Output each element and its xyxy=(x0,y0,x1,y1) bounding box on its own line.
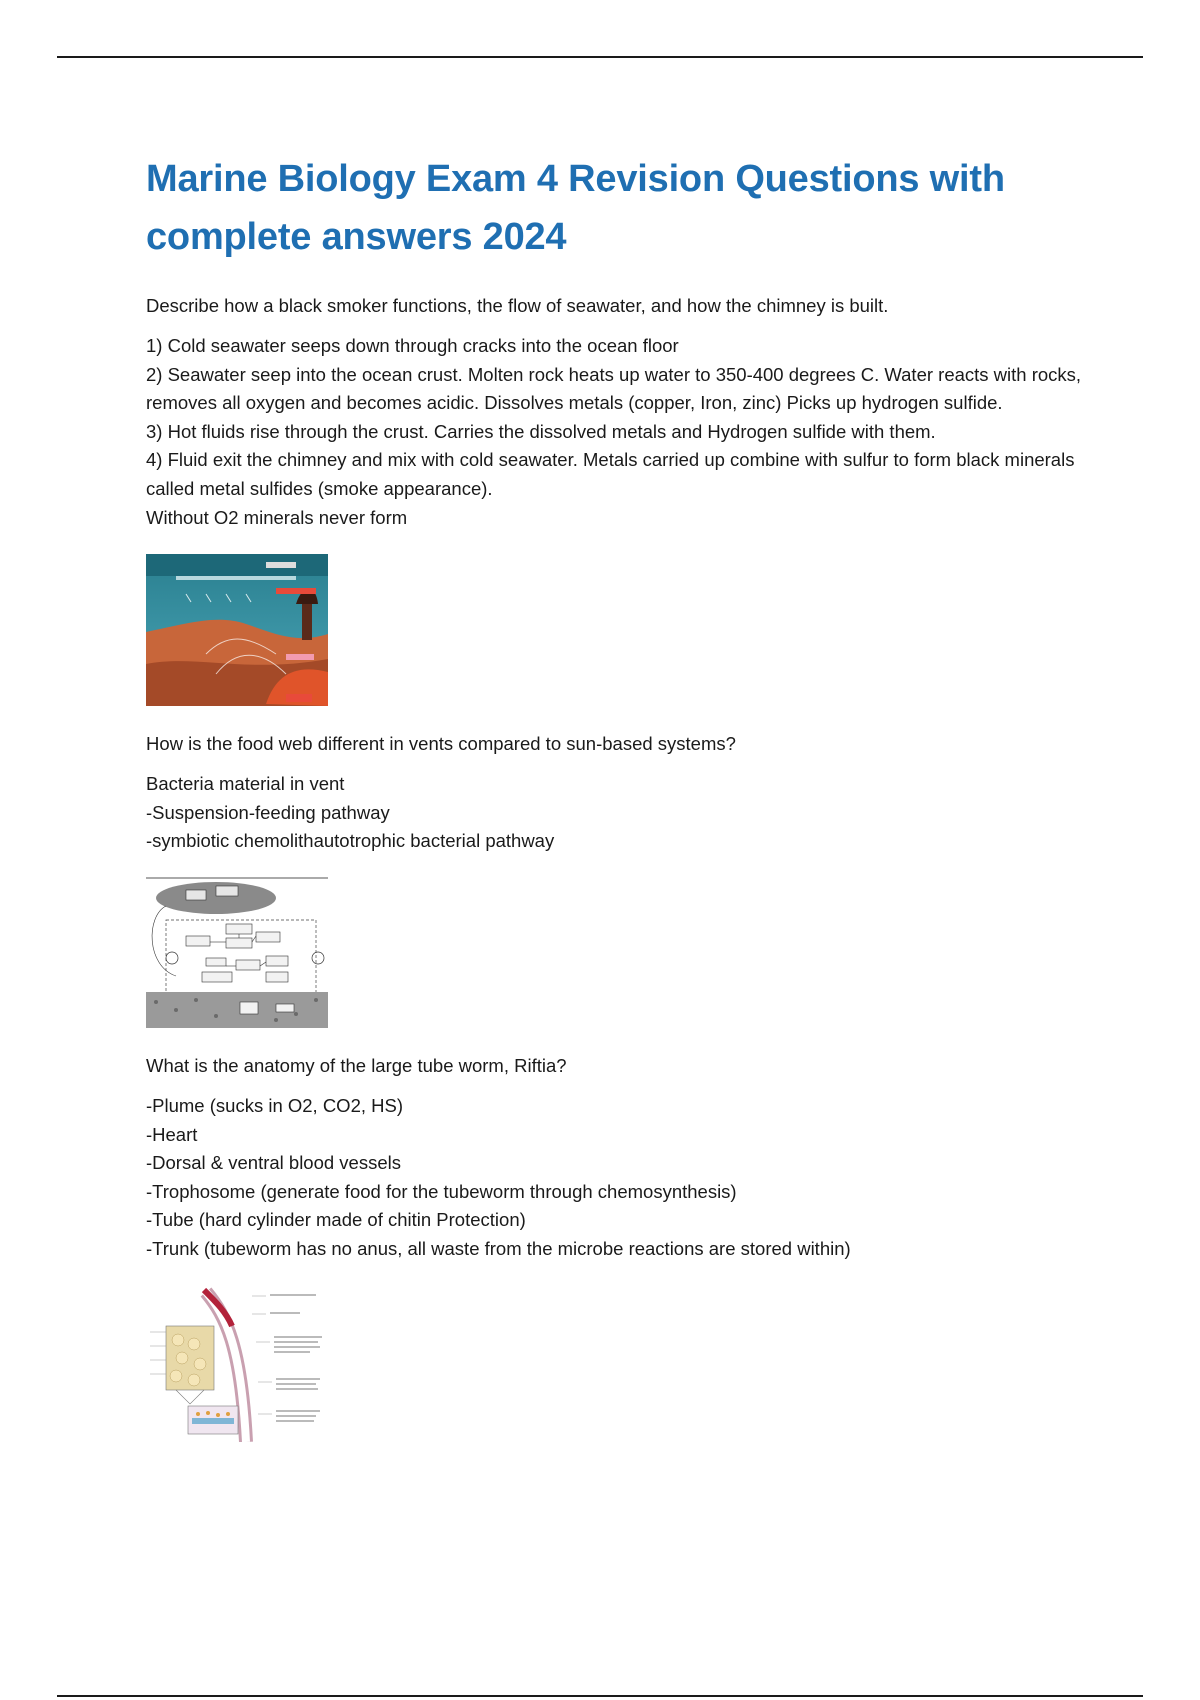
answer-1 xyxy=(146,332,1086,532)
answer-line: Bacteria material in vent xyxy=(146,773,345,795)
answer-line: 4) Fluid exit the chimney and mix with cold seawater. Metals carried up combine with sulfur to form black minerals called metal sulfides (smoke appearance). xyxy=(146,449,1075,499)
bottom-rule xyxy=(57,1695,1143,1697)
black-smoker-diagram-image xyxy=(146,554,328,706)
answer-line: -Trunk (tubeworm has no anus, all waste from the microbe reactions are stored within) xyxy=(146,1237,851,1259)
answer-line: 2) Seawater seep into the ocean crust. Molten rock heats up water to 350-400 degrees C. Water reacts with rocks, removes all oxygen and becomes acidic. Dissolves metals (copper, Iron, zinc) Picks up hydrogen sulfide. xyxy=(146,363,1082,414)
answer-line: -Plume (sucks in O2, CO2, HS) xyxy=(146,1094,404,1116)
question-3: What is the anatomy of the large tube worm, Riftia? xyxy=(146,1054,567,1076)
question-1: Describe how a black smoker functions, the flow of seawater, and how the chimney is built. xyxy=(146,295,889,316)
top-rule xyxy=(57,56,1143,58)
answer-line: Without O2 minerals never form xyxy=(146,506,408,528)
answer-2 xyxy=(146,770,1086,856)
document-body xyxy=(146,150,1086,1442)
question-2: How is the food web different in vents compared to sun-based systems? xyxy=(146,733,736,755)
answer-line: 3) Hot fluids rise through the crust. Carries the dissolved metals and Hydrogen sulfide with them. xyxy=(146,420,936,442)
answer-line: -Suspension-feeding pathway xyxy=(146,801,390,823)
answer-line: -Trophosome (generate food for the tubeworm through chemosynthesis) xyxy=(146,1180,737,1202)
riftia-anatomy-diagram-image xyxy=(146,1286,328,1442)
document-title: Marine Biology Exam 4 Revision Questions with complete answers 2024 xyxy=(146,158,1005,258)
answer-line: 1) Cold seawater seeps down through cracks into the ocean floor xyxy=(146,335,679,356)
answer-line: -Tube (hard cylinder made of chitin Protection) xyxy=(146,1209,526,1231)
vent-food-web-diagram-image xyxy=(146,876,328,1028)
answer-3 xyxy=(146,1092,1086,1264)
answer-line: -Heart xyxy=(146,1123,198,1145)
answer-line: -symbiotic chemolithautotrophic bacterial pathway xyxy=(146,830,555,852)
answer-line: -Dorsal & ventral blood vessels xyxy=(146,1152,401,1174)
